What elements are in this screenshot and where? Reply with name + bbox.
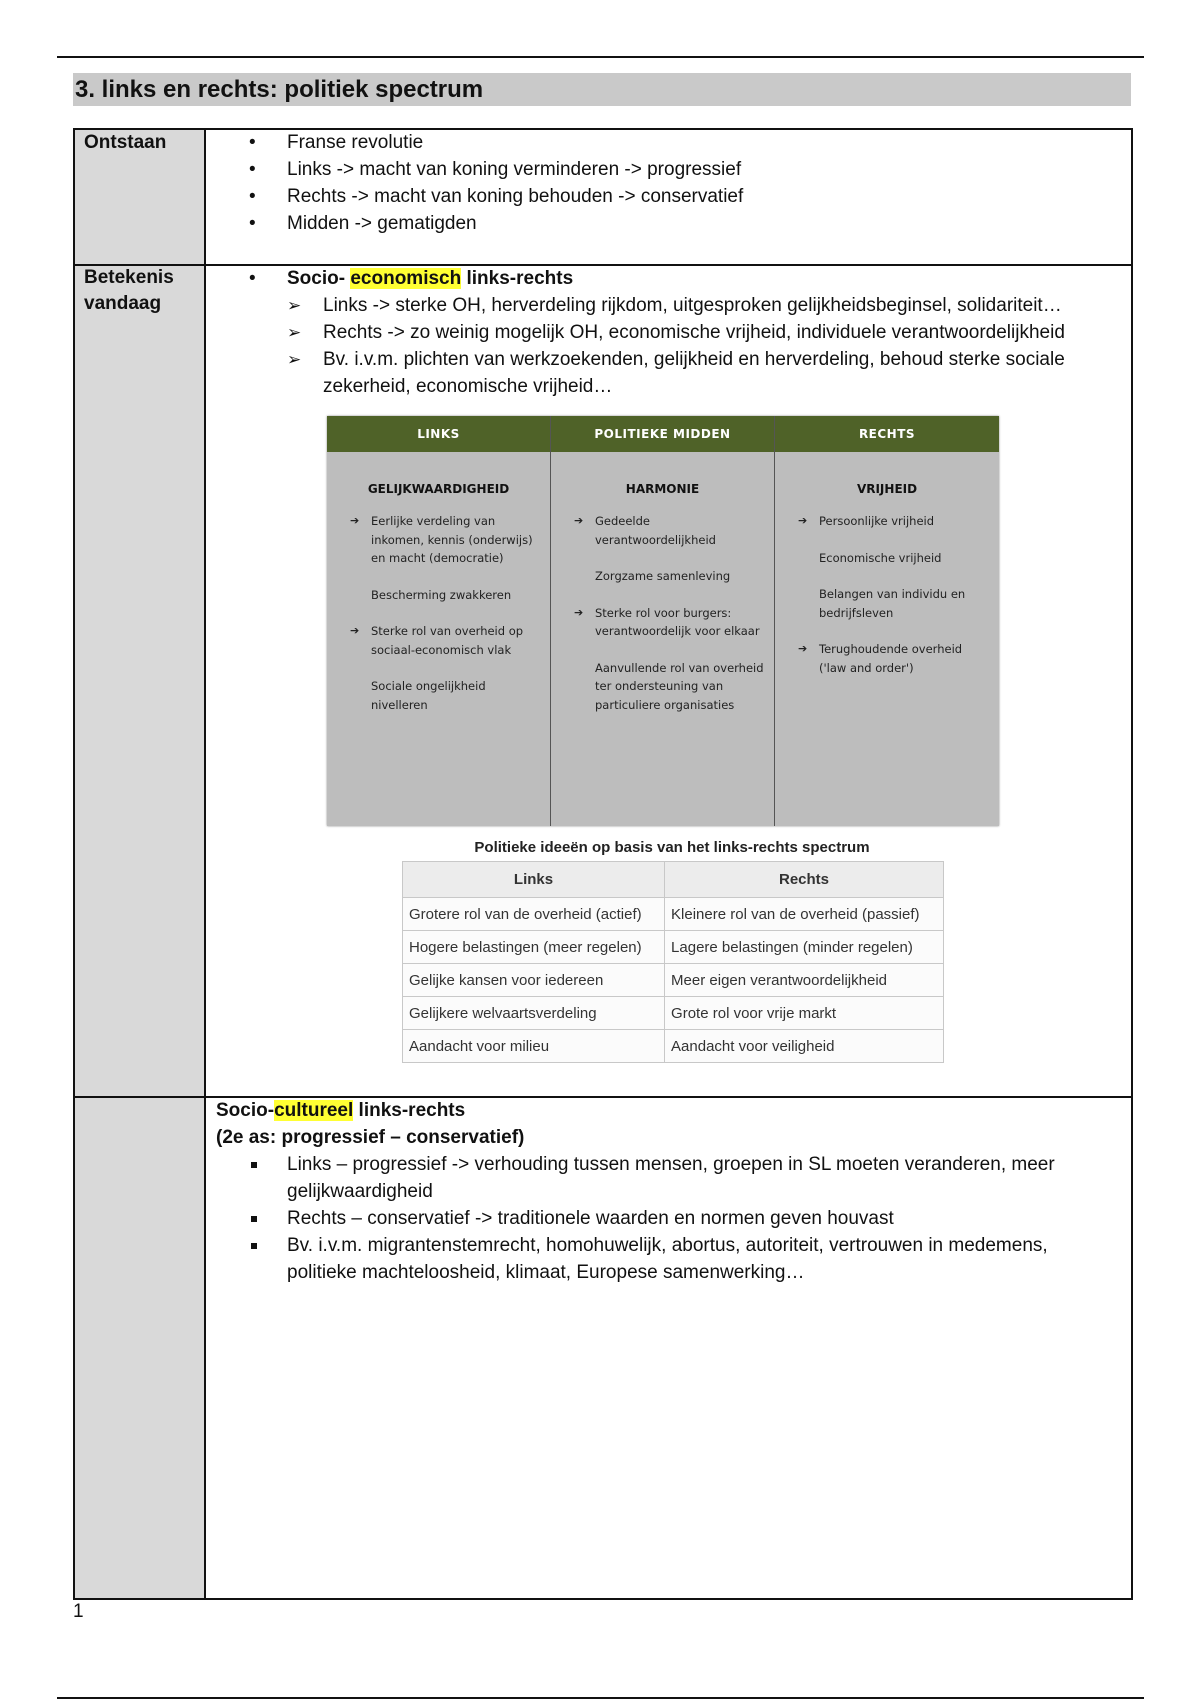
spectrum-item: ➔ Gedeelde verantwoordelijkheid (595, 512, 764, 549)
spacer (551, 549, 774, 567)
table-cell: Gelijke kansen voor iedereen (403, 964, 665, 997)
ontstaan-bullet-list (249, 129, 1109, 237)
page-number: 1 (73, 1601, 84, 1622)
spectrum-column-subheader: HARMONIE (625, 482, 700, 496)
cultureel-heading-post: links-rechts (353, 1100, 466, 1121)
spectrum-item: Zorgzame samenleving (595, 569, 731, 583)
table-cell: Meer eigen verantwoordelijkheid (665, 964, 944, 997)
cultureel-subheading: (2e as: progressief – conservatief) (216, 1127, 525, 1148)
table-row (403, 931, 944, 964)
section-title: 3. links en rechts: politiek spectrum (73, 73, 1131, 106)
table-row (403, 898, 944, 931)
spectrum-item: ➔ Sterke rol voor burgers: verantwoordelijk voor elkaar (595, 604, 764, 641)
spectrum-item: Economische vrijheid (819, 550, 942, 565)
spectrum-column-header: RECHTS (775, 416, 999, 452)
table-cell: Lagere belastingen (minder regelen) (665, 931, 944, 964)
cultureel-heading (216, 1097, 1116, 1124)
ideas-table-header: Rechts (665, 862, 944, 898)
spectrum-item: Belangen van individu en bedrijfsleven (819, 587, 966, 620)
cultureel-bullet-list (249, 1151, 1079, 1286)
table-row (403, 1030, 944, 1063)
spectrum-column-header: LINKS (327, 416, 550, 452)
spectrum-item: ➔ Persoonlijke vrijheid (819, 512, 989, 531)
spectrum-item: ➔ Sterke rol van overheid op sociaal-economisch vlak (371, 622, 540, 659)
table-cell: Kleinere rol van de overheid (passief) (665, 898, 944, 931)
spectrum-column-subheader: GELIJKWAARDIGHEID (367, 482, 510, 496)
table-row (403, 997, 944, 1030)
heading-pre: Socio- (287, 268, 351, 289)
label-betekenis (84, 265, 174, 317)
spacer (775, 567, 999, 585)
spectrum-column (775, 416, 999, 826)
table-cell: Gelijkere welvaartsverdeling (403, 997, 665, 1030)
ideas-table-title: Politieke ideeën op basis van het links-rechts spectrum (474, 839, 870, 856)
table-cell: Hogere belastingen (meer regelen) (403, 931, 665, 964)
spectrum-column-header: POLITIEKE MIDDEN (551, 416, 774, 452)
cultureel-bullet: Rechts – conservatief -> traditionele waarden en normen geven houvast (249, 1205, 1079, 1232)
spectrum-column (551, 416, 775, 826)
cultureel-bullet: Bv. i.v.m. migrantenstemrecht, homohuwelijk, abortus, autoriteit, vertrouwen in medemens, politieke machteloosheid, klimaat, Europese samenwerking… (249, 1232, 1079, 1286)
table-cell: Grotere rol van de overheid (actief) (403, 898, 665, 931)
label-betekenis-line2: vandaag (84, 293, 162, 314)
ontstaan-content (249, 129, 1109, 237)
ontstaan-bullet: • Midden -> gematigden (249, 210, 1109, 237)
table-cell: Aandacht voor veiligheid (665, 1030, 944, 1063)
cultureel-heading-highlight: cultureel (274, 1100, 354, 1121)
label-ontstaan: Ontstaan (84, 132, 167, 153)
cultureel-heading-pre: Socio- (216, 1100, 275, 1121)
ontstaan-bullet: • Links -> macht van koning verminderen -> progressief (249, 156, 1109, 183)
ideas-table (402, 861, 944, 1063)
spacer (327, 568, 550, 586)
spectrum-column-subheader: VRIJHEID (856, 482, 918, 496)
betekenis-sub-bullet: ➢ Links -> sterke OH, herverdeling rijkdom, uitgesproken gelijkheidsbeginsel, solidariteit… (287, 292, 1102, 319)
betekenis-heading (249, 265, 1199, 292)
cultureel-content (216, 1097, 1116, 1286)
spectrum-column (327, 416, 551, 826)
spacer (327, 604, 550, 622)
spectrum-item: ➔ Terughoudende overheid ('law and order') (819, 640, 989, 677)
ideas-table-header-row (403, 862, 944, 898)
bottom-rule (57, 1697, 1144, 1699)
spacer (775, 531, 999, 549)
spacer (551, 641, 774, 659)
spectrum-item: Bescherming zwakkeren (371, 587, 512, 602)
label-column (75, 130, 206, 1598)
spectrum-item: Aanvullende rol van overheid ter ondersteuning van particuliere organisaties (595, 660, 764, 712)
ontstaan-bullet: • Franse revolutie (249, 129, 1109, 156)
table-row (403, 964, 944, 997)
top-rule (57, 56, 1144, 58)
spacer (551, 586, 774, 604)
table-cell: Aandacht voor milieu (403, 1030, 665, 1063)
spacer (775, 622, 999, 640)
cultureel-bullet: Links – progressief -> verhouding tussen mensen, groepen in SL moeten veranderen, meer gelijkwaardigheid (249, 1151, 1079, 1205)
spectrum-item: ➔ Eerlijke verdeling van inkomen, kennis (onderwijs) en macht (democratie) (371, 512, 540, 568)
betekenis-sub-list (287, 292, 1102, 400)
betekenis-content (249, 265, 1199, 400)
ontstaan-bullet: • Rechts -> macht van koning behouden -> conservatief (249, 183, 1109, 210)
heading-highlight: economisch (350, 268, 462, 289)
label-betekenis-line1: Betekenis (84, 267, 174, 288)
betekenis-bullet-list (249, 265, 1199, 292)
spectrum-figure (327, 416, 999, 826)
betekenis-sub-bullet: ➢ Bv. i.v.m. plichten van werkzoekenden, gelijkheid en herverdeling, behoud sterke sociale zekerheid, economische vrijheid… (287, 346, 1102, 400)
heading-post: links-rechts (461, 268, 574, 289)
ideas-table-header: Links (403, 862, 665, 898)
betekenis-sub-bullet: ➢ Rechts -> zo weinig mogelijk OH, economische vrijheid, individuele verantwoordelijkheid (287, 319, 1102, 346)
table-cell: Grote rol voor vrije markt (665, 997, 944, 1030)
spectrum-item: Sociale ongelijkheid nivelleren (371, 679, 486, 712)
spacer (327, 659, 550, 677)
